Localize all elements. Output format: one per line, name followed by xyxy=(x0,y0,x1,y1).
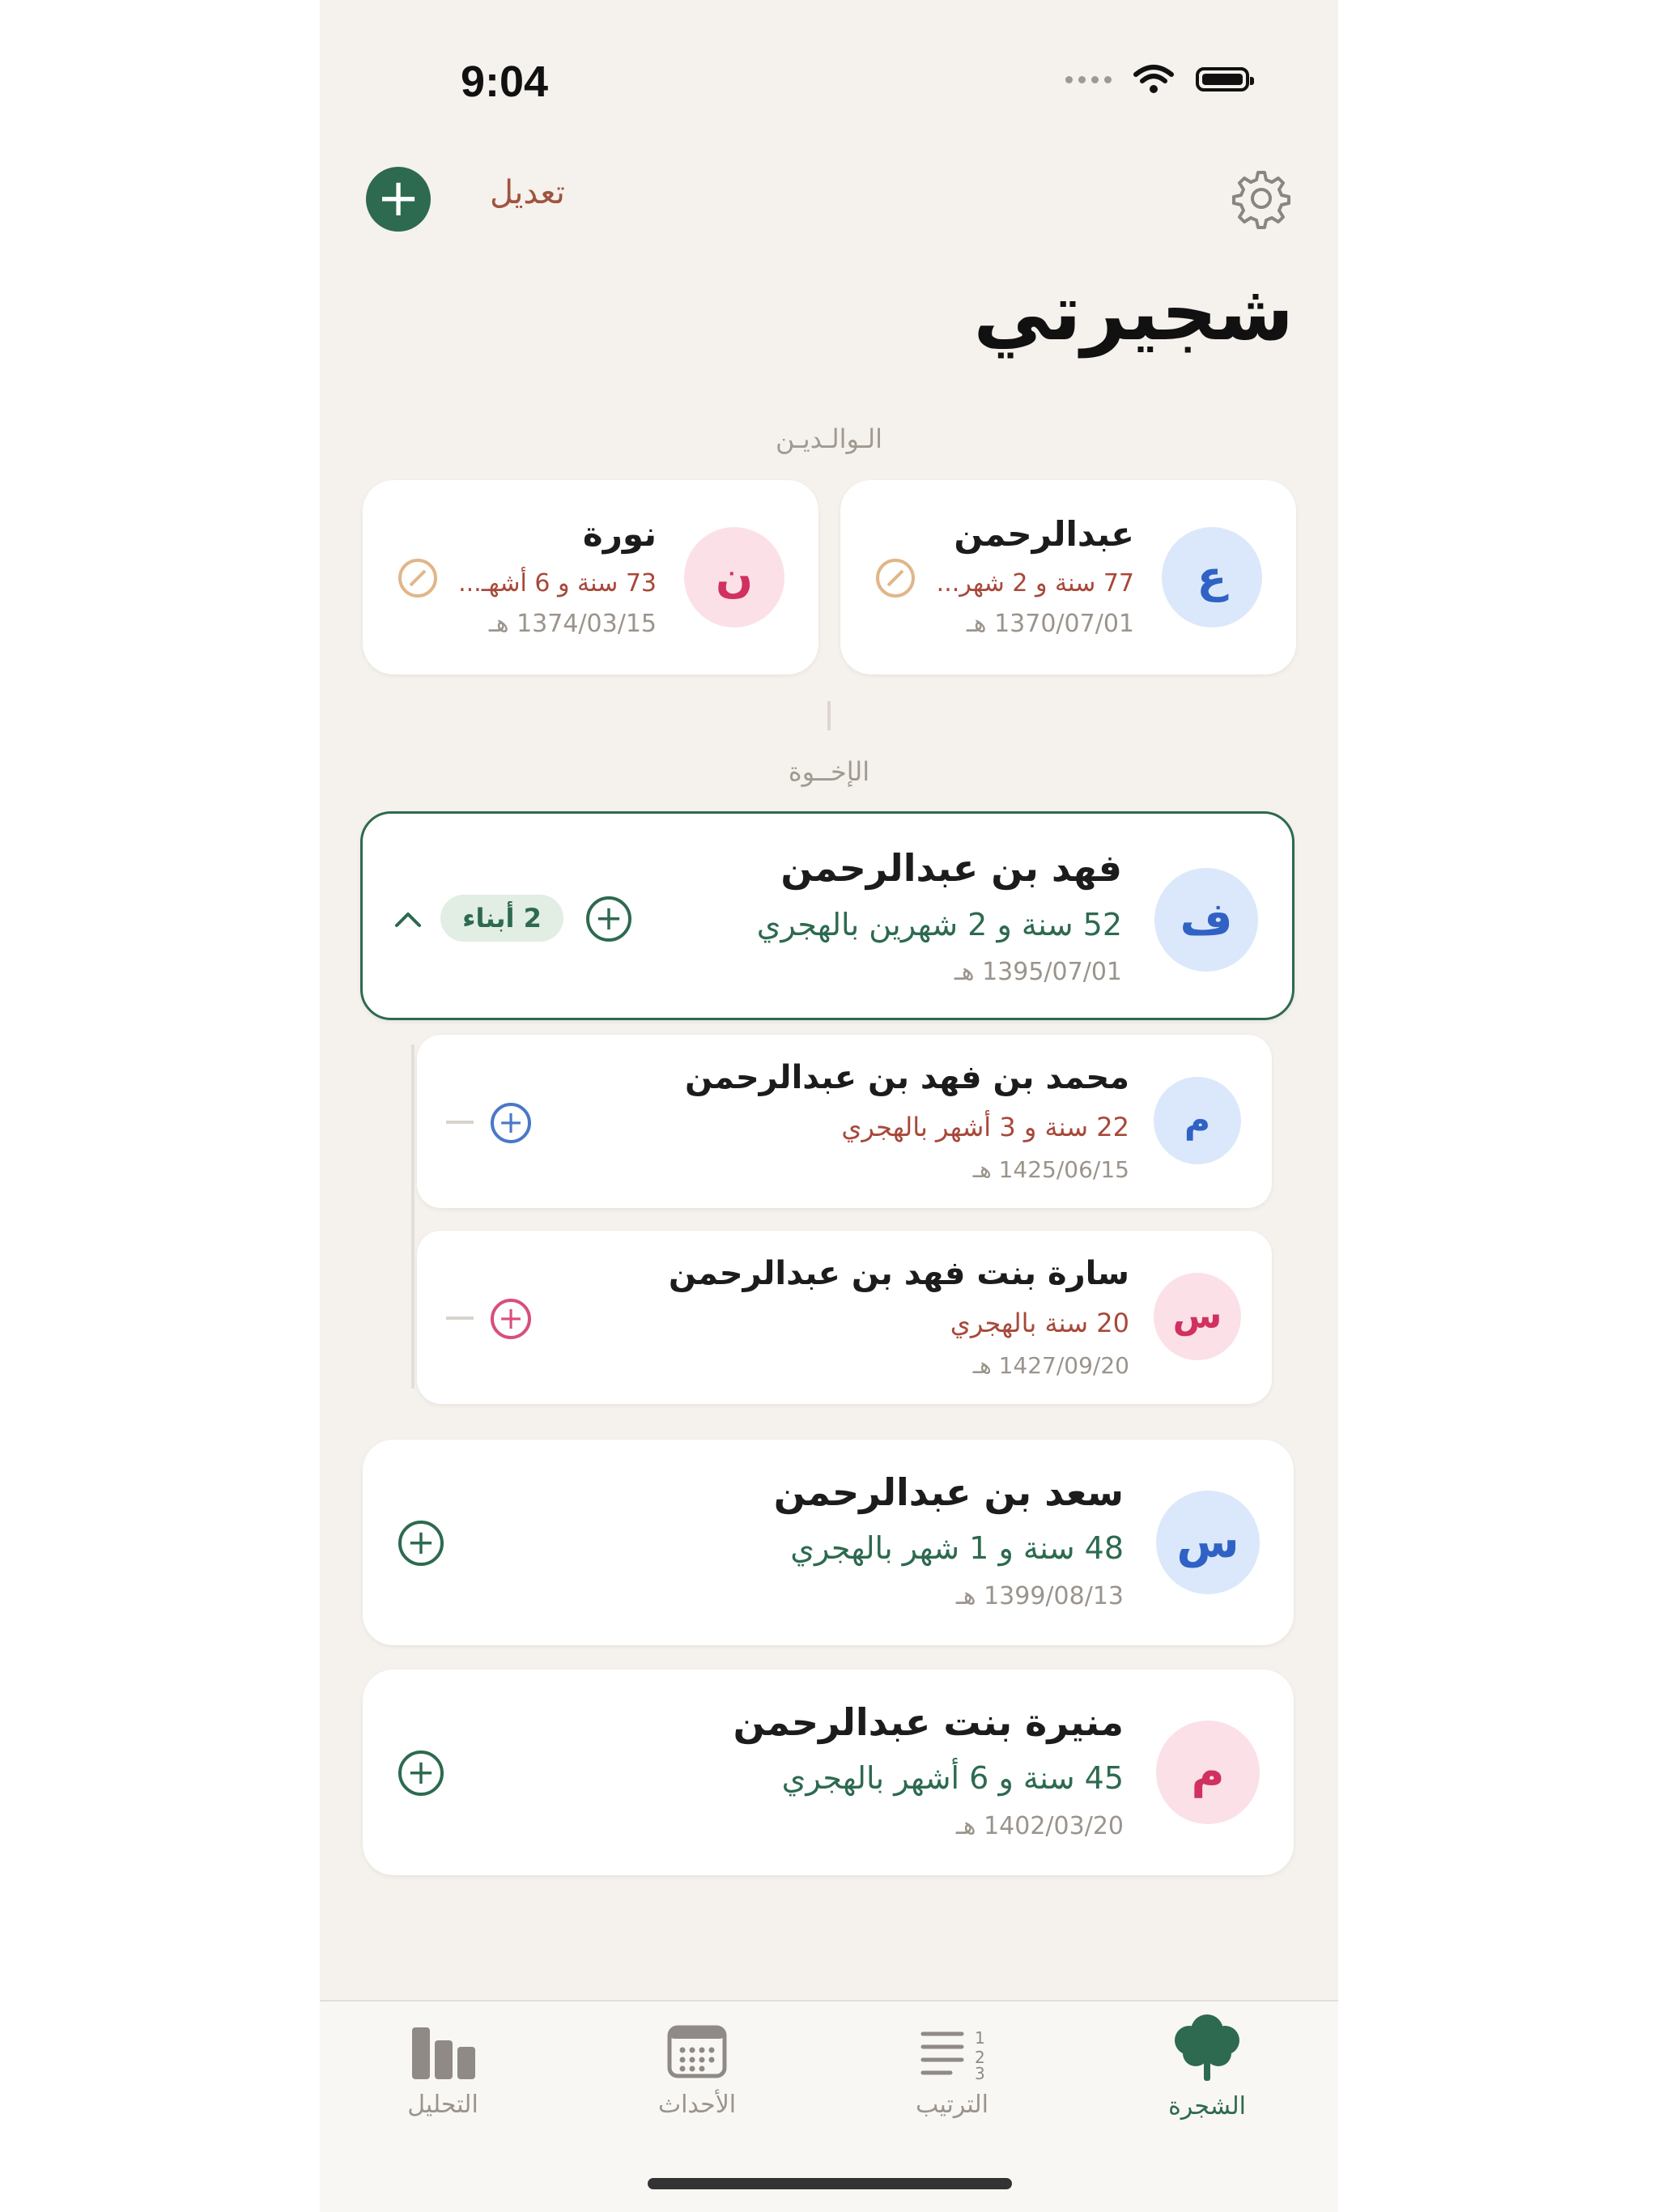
add-child-button[interactable]: + xyxy=(491,1299,531,1339)
children-tree-line xyxy=(411,1044,414,1389)
person-age: 48 سنة و 1 شهر بالهجري xyxy=(790,1530,1124,1566)
sibling-card-munira[interactable] xyxy=(363,1670,1294,1875)
minus-icon xyxy=(446,1121,474,1124)
child-card-sara[interactable] xyxy=(417,1231,1272,1404)
add-child-button[interactable]: + xyxy=(491,1103,531,1143)
tab-ranking[interactable] xyxy=(863,2023,1041,2119)
status-time: 9:04 xyxy=(461,57,549,106)
tab-events[interactable] xyxy=(608,2023,786,2119)
person-name: عبدالرحمن xyxy=(954,514,1134,554)
battery-icon xyxy=(1196,67,1249,91)
tab-label: الترتيب xyxy=(916,2091,988,2119)
edit-button[interactable]: تعديل xyxy=(490,174,565,211)
person-age: 73 سنة و 6 أشهـ... xyxy=(458,569,657,598)
svg-text:1: 1 xyxy=(975,2028,985,2048)
sibling-card-saad[interactable] xyxy=(363,1440,1294,1645)
avatar: س xyxy=(1154,1273,1241,1360)
avatar: م xyxy=(1154,1077,1241,1164)
avatar: ن xyxy=(684,527,784,627)
parent-card-mother[interactable] xyxy=(363,480,818,674)
person-age: 52 سنة و 2 شهرين بالهجري xyxy=(756,907,1122,942)
person-name: نورة xyxy=(582,514,657,554)
person-name: محمد بن فهد بن عبدالرحمن xyxy=(685,1059,1129,1096)
settings-gear-icon[interactable] xyxy=(1229,166,1294,231)
tab-label: الشجرة xyxy=(1168,2092,1246,2121)
children-count-badge: 2 أبناء xyxy=(440,895,563,942)
child-card-mohammed[interactable] xyxy=(417,1035,1272,1208)
avatar: ف xyxy=(1154,868,1258,972)
avatar: س xyxy=(1156,1491,1260,1594)
status-icons xyxy=(1065,63,1249,96)
calendar-icon xyxy=(665,2023,729,2081)
add-child-button[interactable]: + xyxy=(586,896,631,942)
svg-text:2: 2 xyxy=(975,2048,985,2067)
person-date: 1425/06/15 هـ xyxy=(972,1156,1129,1183)
tab-tree[interactable] xyxy=(1118,2013,1296,2121)
person-date: 1395/07/01 هـ xyxy=(954,958,1122,986)
add-child-button[interactable]: + xyxy=(398,1521,444,1566)
disabled-icon xyxy=(397,557,439,599)
person-age: 20 سنة بالهجري xyxy=(950,1308,1129,1338)
siblings-section-label: الإخــوة xyxy=(788,756,870,787)
person-name: سارة بنت فهد بن عبدالرحمن xyxy=(668,1255,1129,1292)
person-name: سعد بن عبدالرحمن xyxy=(773,1470,1124,1514)
home-indicator xyxy=(648,2178,1012,2189)
person-date: 1399/08/13 هـ xyxy=(955,1582,1124,1610)
person-date: 1370/07/01 هـ xyxy=(966,610,1134,638)
person-age: 45 سنة و 6 أشهر بالهجري xyxy=(781,1760,1124,1796)
svg-text:3: 3 xyxy=(975,2064,985,2081)
person-name: منيرة بنت عبدالرحمن xyxy=(733,1700,1124,1744)
signal-icon xyxy=(1065,76,1112,83)
tab-label: التحليل xyxy=(407,2091,478,2119)
bar-chart-icon xyxy=(404,2023,482,2081)
add-person-button[interactable]: + xyxy=(366,167,431,232)
chevron-up-icon[interactable] xyxy=(392,904,424,934)
person-date: 1402/03/20 هـ xyxy=(955,1812,1124,1840)
avatar: م xyxy=(1156,1721,1260,1824)
tree-connector xyxy=(827,701,831,730)
ordered-list-icon xyxy=(918,2023,986,2081)
tab-label: الأحداث xyxy=(657,2091,737,2119)
person-age: 77 سنة و 2 شهر... xyxy=(936,569,1134,598)
tree-icon xyxy=(1168,2013,1246,2082)
page-title: شجيرتي xyxy=(973,267,1294,358)
person-name: فهد بن عبدالرحمن xyxy=(780,846,1122,890)
minus-icon xyxy=(446,1317,474,1320)
add-child-button[interactable]: + xyxy=(398,1750,444,1796)
parents-section-label: الـوالـديـن xyxy=(776,423,882,454)
tab-analysis[interactable] xyxy=(354,2023,532,2119)
avatar: ع xyxy=(1162,527,1262,627)
person-date: 1427/09/20 هـ xyxy=(972,1352,1129,1379)
sibling-card-fahd[interactable] xyxy=(360,811,1295,1020)
person-age: 22 سنة و 3 أشهر بالهجري xyxy=(841,1112,1129,1142)
wifi-icon xyxy=(1133,63,1175,96)
person-date: 1374/03/15 هـ xyxy=(488,610,657,638)
disabled-icon xyxy=(874,557,916,599)
parent-card-father[interactable] xyxy=(840,480,1296,674)
app-screen xyxy=(320,0,1338,2212)
